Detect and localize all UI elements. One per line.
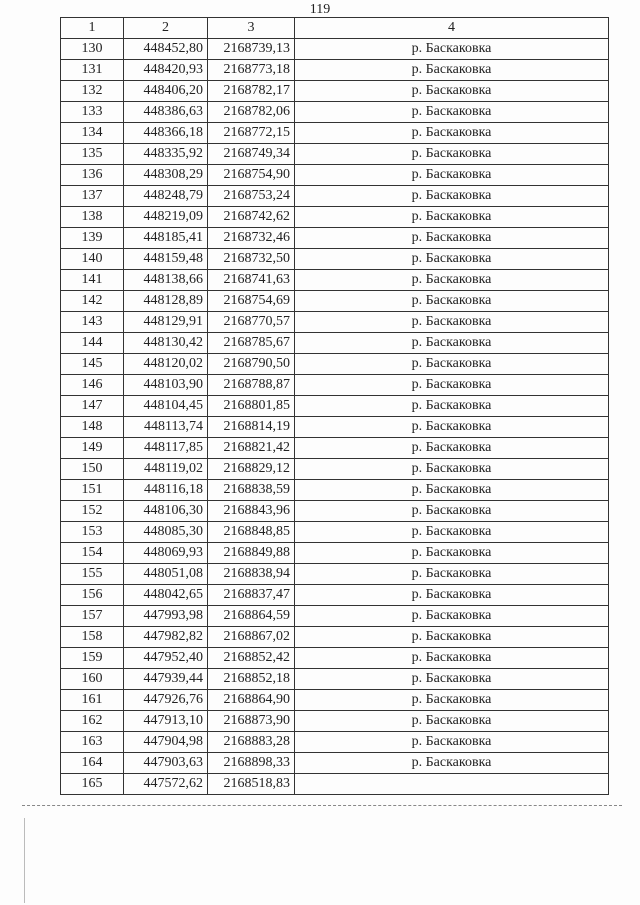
coord-y-cell: 2168732,50 — [208, 249, 295, 270]
description-cell: р. Баскаковка — [295, 60, 609, 81]
coord-x-cell: 448219,09 — [124, 207, 208, 228]
point-number-cell: 152 — [61, 501, 124, 522]
coord-y-cell: 2168867,02 — [208, 627, 295, 648]
coord-y-cell: 2168814,19 — [208, 417, 295, 438]
description-cell: р. Баскаковка — [295, 438, 609, 459]
coord-x-cell: 448159,48 — [124, 249, 208, 270]
point-number-cell: 145 — [61, 354, 124, 375]
description-cell: р. Баскаковка — [295, 144, 609, 165]
table-row — [61, 585, 609, 606]
description-cell: р. Баскаковка — [295, 81, 609, 102]
description-cell: р. Баскаковка — [295, 480, 609, 501]
coord-y-cell: 2168883,28 — [208, 732, 295, 753]
coord-y-cell: 2168849,88 — [208, 543, 295, 564]
coord-y-cell: 2168753,24 — [208, 186, 295, 207]
table-row — [61, 648, 609, 669]
table-body — [61, 39, 609, 795]
coord-y-cell: 2168739,13 — [208, 39, 295, 60]
coord-x-cell: 448130,42 — [124, 333, 208, 354]
table-row — [61, 291, 609, 312]
coord-x-cell: 448335,92 — [124, 144, 208, 165]
description-cell: р. Баскаковка — [295, 627, 609, 648]
point-number-cell: 139 — [61, 228, 124, 249]
coord-x-cell: 448129,91 — [124, 312, 208, 333]
coord-x-cell: 448117,85 — [124, 438, 208, 459]
point-number-cell: 141 — [61, 270, 124, 291]
point-number-cell: 162 — [61, 711, 124, 732]
coord-y-cell: 2168852,18 — [208, 669, 295, 690]
table-row — [61, 354, 609, 375]
coord-y-cell: 2168852,42 — [208, 648, 295, 669]
coord-x-cell: 448085,30 — [124, 522, 208, 543]
coord-y-cell: 2168770,57 — [208, 312, 295, 333]
description-cell: р. Баскаковка — [295, 732, 609, 753]
column-header-3: 3 — [208, 18, 295, 39]
coord-y-cell: 2168732,46 — [208, 228, 295, 249]
point-number-cell: 131 — [61, 60, 124, 81]
coord-x-cell: 448103,90 — [124, 375, 208, 396]
table-row — [61, 60, 609, 81]
coord-x-cell: 448406,20 — [124, 81, 208, 102]
description-cell — [295, 774, 609, 795]
table-row — [61, 417, 609, 438]
point-number-cell: 160 — [61, 669, 124, 690]
table-row — [61, 564, 609, 585]
table-row — [61, 165, 609, 186]
table-row — [61, 39, 609, 60]
coord-x-cell: 448069,93 — [124, 543, 208, 564]
table-row — [61, 396, 609, 417]
coord-y-cell: 2168864,90 — [208, 690, 295, 711]
table-row — [61, 543, 609, 564]
description-cell: р. Баскаковка — [295, 543, 609, 564]
table-row — [61, 732, 609, 753]
point-number-cell: 151 — [61, 480, 124, 501]
point-number-cell: 130 — [61, 39, 124, 60]
coord-x-cell: 448116,18 — [124, 480, 208, 501]
table-row — [61, 312, 609, 333]
table-row — [61, 228, 609, 249]
coord-x-cell: 447939,44 — [124, 669, 208, 690]
description-cell: р. Баскаковка — [295, 270, 609, 291]
description-cell: р. Баскаковка — [295, 417, 609, 438]
description-cell: р. Баскаковка — [295, 690, 609, 711]
coord-x-cell: 448248,79 — [124, 186, 208, 207]
point-number-cell: 133 — [61, 102, 124, 123]
point-number-cell: 156 — [61, 585, 124, 606]
coord-y-cell: 2168782,17 — [208, 81, 295, 102]
coord-y-cell: 2168864,59 — [208, 606, 295, 627]
point-number-cell: 148 — [61, 417, 124, 438]
table-header-row — [61, 18, 609, 39]
table-row — [61, 690, 609, 711]
coord-x-cell: 448366,18 — [124, 123, 208, 144]
page-number: 119 — [309, 2, 331, 17]
table-row — [61, 375, 609, 396]
point-number-cell: 154 — [61, 543, 124, 564]
table-row — [61, 123, 609, 144]
coord-x-cell: 448452,80 — [124, 39, 208, 60]
coord-x-cell: 447903,63 — [124, 753, 208, 774]
coord-y-cell: 2168754,90 — [208, 165, 295, 186]
description-cell: р. Баскаковка — [295, 711, 609, 732]
coord-y-cell: 2168741,63 — [208, 270, 295, 291]
coord-x-cell: 448308,29 — [124, 165, 208, 186]
description-cell: р. Баскаковка — [295, 585, 609, 606]
coord-x-cell: 448128,89 — [124, 291, 208, 312]
description-cell: р. Баскаковка — [295, 564, 609, 585]
point-number-cell: 147 — [61, 396, 124, 417]
coord-y-cell: 2168843,96 — [208, 501, 295, 522]
table-row — [61, 186, 609, 207]
point-number-cell: 140 — [61, 249, 124, 270]
column-header-4: 4 — [295, 18, 609, 39]
coord-y-cell: 2168898,33 — [208, 753, 295, 774]
description-cell: р. Баскаковка — [295, 228, 609, 249]
point-number-cell: 161 — [61, 690, 124, 711]
table-row — [61, 102, 609, 123]
point-number-cell: 164 — [61, 753, 124, 774]
coord-y-cell: 2168873,90 — [208, 711, 295, 732]
description-cell: р. Баскаковка — [295, 753, 609, 774]
coord-y-cell: 2168742,62 — [208, 207, 295, 228]
coord-x-cell: 447926,76 — [124, 690, 208, 711]
point-number-cell: 132 — [61, 81, 124, 102]
point-number-cell: 157 — [61, 606, 124, 627]
coord-x-cell: 448119,02 — [124, 459, 208, 480]
table-row — [61, 333, 609, 354]
coord-y-cell: 2168772,15 — [208, 123, 295, 144]
description-cell: р. Баскаковка — [295, 501, 609, 522]
point-number-cell: 142 — [61, 291, 124, 312]
description-cell: р. Баскаковка — [295, 354, 609, 375]
description-cell: р. Баскаковка — [295, 102, 609, 123]
coord-y-cell: 2168773,18 — [208, 60, 295, 81]
point-number-cell: 153 — [61, 522, 124, 543]
coord-y-cell: 2168749,34 — [208, 144, 295, 165]
coord-x-cell: 448120,02 — [124, 354, 208, 375]
table-row — [61, 711, 609, 732]
point-number-cell: 138 — [61, 207, 124, 228]
coord-x-cell: 448051,08 — [124, 564, 208, 585]
coordinates-table — [60, 17, 609, 795]
point-number-cell: 136 — [61, 165, 124, 186]
coord-x-cell: 448042,65 — [124, 585, 208, 606]
column-header-1: 1 — [61, 18, 124, 39]
coord-x-cell: 447952,40 — [124, 648, 208, 669]
description-cell: р. Баскаковка — [295, 165, 609, 186]
coord-y-cell: 2168754,69 — [208, 291, 295, 312]
table-row — [61, 606, 609, 627]
description-cell: р. Баскаковка — [295, 606, 609, 627]
table-row — [61, 144, 609, 165]
point-number-cell: 146 — [61, 375, 124, 396]
point-number-cell: 134 — [61, 123, 124, 144]
description-cell: р. Баскаковка — [295, 291, 609, 312]
description-cell: р. Баскаковка — [295, 396, 609, 417]
description-cell: р. Баскаковка — [295, 669, 609, 690]
coord-y-cell: 2168821,42 — [208, 438, 295, 459]
table-row — [61, 627, 609, 648]
description-cell: р. Баскаковка — [295, 123, 609, 144]
description-cell: р. Баскаковка — [295, 39, 609, 60]
coord-y-cell: 2168848,85 — [208, 522, 295, 543]
coord-x-cell: 447993,98 — [124, 606, 208, 627]
coord-y-cell: 2168837,47 — [208, 585, 295, 606]
description-cell: р. Баскаковка — [295, 186, 609, 207]
coord-y-cell: 2168790,50 — [208, 354, 295, 375]
point-number-cell: 158 — [61, 627, 124, 648]
point-number-cell: 143 — [61, 312, 124, 333]
point-number-cell: 150 — [61, 459, 124, 480]
table-row — [61, 81, 609, 102]
column-header-2: 2 — [124, 18, 208, 39]
table-row — [61, 522, 609, 543]
description-cell: р. Баскаковка — [295, 459, 609, 480]
description-cell: р. Баскаковка — [295, 207, 609, 228]
coord-y-cell: 2168782,06 — [208, 102, 295, 123]
coord-y-cell: 2168801,85 — [208, 396, 295, 417]
coord-x-cell: 447982,82 — [124, 627, 208, 648]
coord-x-cell: 448420,93 — [124, 60, 208, 81]
description-cell: р. Баскаковка — [295, 249, 609, 270]
coord-y-cell: 2168785,67 — [208, 333, 295, 354]
point-number-cell: 165 — [61, 774, 124, 795]
coord-x-cell: 448104,45 — [124, 396, 208, 417]
scan-margin-line — [24, 818, 25, 903]
description-cell: р. Баскаковка — [295, 312, 609, 333]
point-number-cell: 163 — [61, 732, 124, 753]
coord-y-cell: 2168518,83 — [208, 774, 295, 795]
table-row — [61, 669, 609, 690]
coord-x-cell: 448386,63 — [124, 102, 208, 123]
table-row — [61, 207, 609, 228]
table-row — [61, 480, 609, 501]
description-cell: р. Баскаковка — [295, 375, 609, 396]
point-number-cell: 135 — [61, 144, 124, 165]
point-number-cell: 155 — [61, 564, 124, 585]
description-cell: р. Баскаковка — [295, 333, 609, 354]
table-row — [61, 501, 609, 522]
point-number-cell: 159 — [61, 648, 124, 669]
scan-rule-line — [22, 805, 622, 806]
coord-x-cell: 447913,10 — [124, 711, 208, 732]
point-number-cell: 137 — [61, 186, 124, 207]
point-number-cell: 144 — [61, 333, 124, 354]
table-row — [61, 459, 609, 480]
coord-x-cell: 447904,98 — [124, 732, 208, 753]
description-cell: р. Баскаковка — [295, 522, 609, 543]
table-row — [61, 774, 609, 795]
description-cell: р. Баскаковка — [295, 648, 609, 669]
coord-x-cell: 448185,41 — [124, 228, 208, 249]
coord-y-cell: 2168838,94 — [208, 564, 295, 585]
coord-x-cell: 447572,62 — [124, 774, 208, 795]
coord-x-cell: 448113,74 — [124, 417, 208, 438]
coord-y-cell: 2168788,87 — [208, 375, 295, 396]
coord-x-cell: 448106,30 — [124, 501, 208, 522]
coord-y-cell: 2168838,59 — [208, 480, 295, 501]
point-number-cell: 149 — [61, 438, 124, 459]
table-row — [61, 270, 609, 291]
table-row — [61, 438, 609, 459]
coord-x-cell: 448138,66 — [124, 270, 208, 291]
table-row — [61, 753, 609, 774]
table-row — [61, 249, 609, 270]
coord-y-cell: 2168829,12 — [208, 459, 295, 480]
